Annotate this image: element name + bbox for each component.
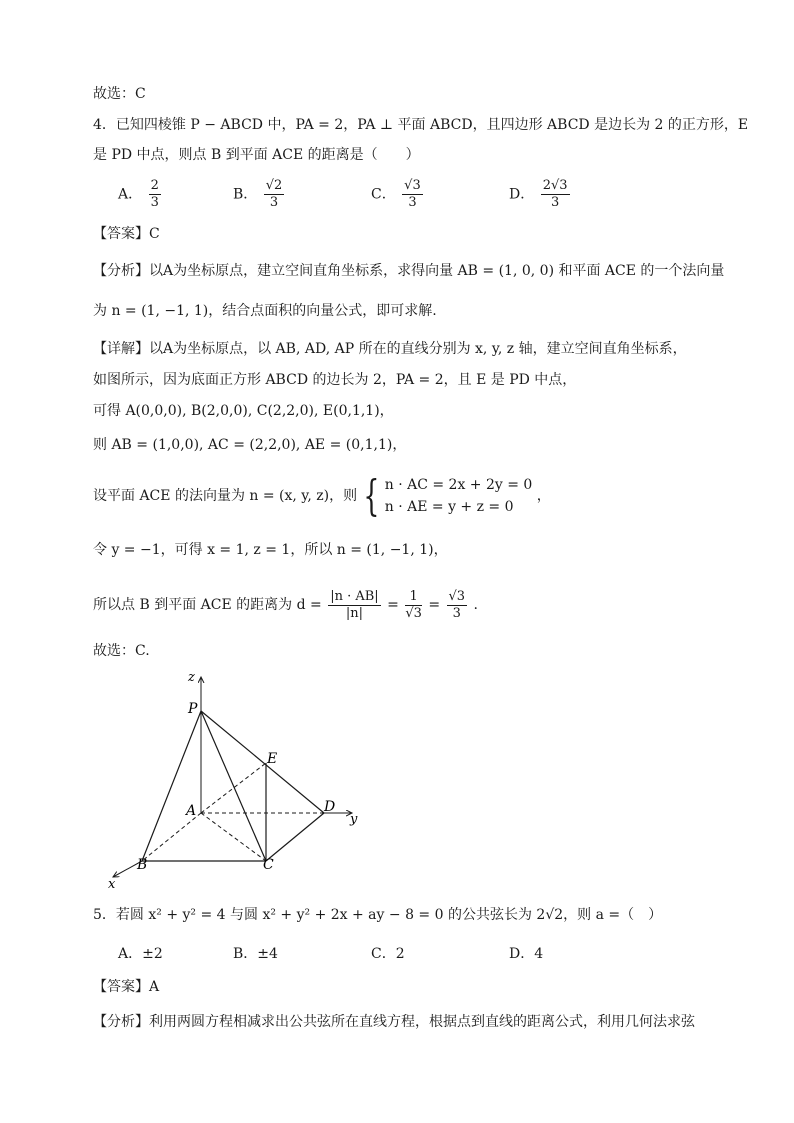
analysis-tag: 【分析】 xyxy=(93,1014,149,1030)
q4-analysis-line-2: 为 n = (1, −1, 1)，结合点面积的向量公式，即可求解. xyxy=(93,303,437,319)
distance-fraction-3: $\frac{√3}{3}$ xyxy=(448,588,466,621)
q5-stem: 5．若圆 x² + y² = 4 与圆 x² + y² + 2x + ay − 8 = 0 的公共弦长为 2√2，则 a =（ ） xyxy=(93,907,663,923)
q4-option-c xyxy=(371,178,425,211)
option-fraction: $\frac{2√3}{3}$ xyxy=(542,178,568,210)
equals-sign: = xyxy=(428,597,441,613)
distance-fraction-2: $\frac{1}{√3}$ xyxy=(405,588,422,621)
q4-stem-line-1: 4．已知四棱锥 P − ABCD 中，PA = 2，PA ⊥ 平面 ABCD，且四边形 ABCD 是边长为 2 的正方形，E xyxy=(93,117,749,133)
detail-tag: 【详解】 xyxy=(93,341,149,357)
label-z: z xyxy=(188,670,195,685)
q4-detail-line-7 xyxy=(93,583,478,627)
answer-value: A xyxy=(149,979,160,995)
q4-answer xyxy=(93,224,160,244)
label-c: C xyxy=(263,857,274,873)
q4-option-b xyxy=(233,178,286,211)
detail-text: 以A为坐标原点，以 AB, AD, AP 所在的直线分别为 x, y, z 轴，建立空间直角坐标系， xyxy=(149,341,687,357)
previous-answer: 故选：C xyxy=(93,86,146,102)
label-p: P xyxy=(188,701,198,717)
q4-analysis-line-1 xyxy=(93,261,724,281)
edge-pd xyxy=(201,711,324,813)
answer-tag: 【答案】 xyxy=(93,979,149,995)
q4-stem-line-2: 是 PD 中点，则点 B 到平面 ACE 的距离是（ ） xyxy=(93,147,420,163)
q4-detail-line-6: 令 y = −1，可得 x = 1, z = 1，所以 n = (1, −1, 1)， xyxy=(93,542,448,558)
equals-sign: = xyxy=(387,597,399,613)
analysis-text: 利用两圆方程相减求出公共弦所在直线方程，根据点到直线的距离公式，利用几何法求弦 xyxy=(149,1014,695,1030)
q4-detail-line-4: 则 AB = (1,0,0), AC = (2,2,0), AE = (0,1,1)， xyxy=(93,437,407,453)
q5-option-d: D．4 xyxy=(509,946,544,962)
option-fraction: $\frac{2}{3}$ xyxy=(150,178,159,210)
equation-2: n · AE = y + z = 0 xyxy=(384,499,514,515)
option-label: B． xyxy=(233,186,258,203)
edge-ae xyxy=(201,763,266,813)
q5-option-c: C．2 xyxy=(371,946,405,962)
label-b: B xyxy=(137,857,148,873)
option-fraction: $\frac{√3}{3}$ xyxy=(404,178,421,210)
option-fraction: $\frac{√2}{3}$ xyxy=(265,178,283,210)
label-d: D xyxy=(324,799,336,815)
q4-detail-line-2: 如图所示，因为底面正方形 ABCD 的边长为 2，PA = 2，且 E 是 PD 中点， xyxy=(93,372,577,388)
equation-system xyxy=(385,474,533,518)
distance-fraction-1: $\frac{|n \cdot AB|}{|n|}$ xyxy=(330,588,379,621)
edge-cd xyxy=(266,813,324,861)
brace-glyph: { xyxy=(362,471,379,520)
q4-detail-line-1 xyxy=(93,339,687,359)
analysis-tag: 【分析】 xyxy=(93,263,149,279)
distance-label: 所以点 B 到平面 ACE 的距离为 d = xyxy=(93,597,322,613)
period: . xyxy=(473,597,478,613)
normal-vector-setup: 设平面 ACE 的法向量为 n = (x, y, z)，则 xyxy=(93,488,358,504)
label-a: A xyxy=(186,803,197,819)
q4-option-a xyxy=(118,178,163,211)
q4-detail-line-5 xyxy=(93,471,551,520)
edge-pc xyxy=(201,711,266,861)
equation-1: n · AC = 2x + 2y = 0 xyxy=(384,477,533,493)
q4-option-d xyxy=(509,178,572,211)
q4-detail-line-3: 可得 A(0,0,0), B(2,0,0), C(2,2,0), E(0,1,1)， xyxy=(93,403,394,419)
comma: ， xyxy=(536,488,551,504)
pyramid-figure xyxy=(100,665,380,895)
label-e: E xyxy=(267,751,278,767)
answer-tag: 【答案】 xyxy=(93,226,149,242)
label-y: y xyxy=(350,812,358,827)
label-x: x xyxy=(108,877,116,892)
q5-analysis-line-1 xyxy=(93,1012,695,1032)
q5-option-b: B．±4 xyxy=(233,946,278,962)
option-label: D． xyxy=(509,186,535,203)
q5-option-a: A．±2 xyxy=(118,946,163,962)
q5-answer xyxy=(93,977,159,997)
analysis-text: 以A为坐标原点，建立空间直角坐标系，求得向量 AB = (1, 0, 0) 和平面 ACE 的一个法向量 xyxy=(149,263,725,279)
option-label: A． xyxy=(118,186,143,203)
option-label: C． xyxy=(371,186,396,203)
answer-value: C xyxy=(149,226,160,242)
edge-pb xyxy=(142,711,201,861)
q4-conclusion: 故选：C. xyxy=(93,643,150,659)
